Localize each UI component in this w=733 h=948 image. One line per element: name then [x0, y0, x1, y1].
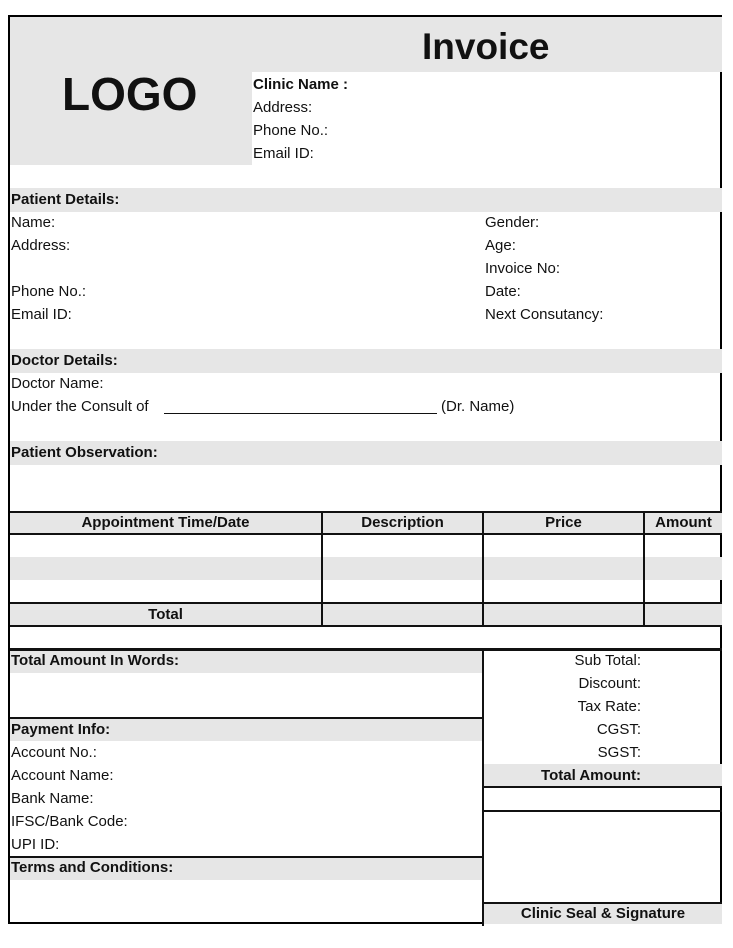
observation-heading: Patient Observation:	[11, 444, 158, 461]
invoice-date-label: Date:	[485, 283, 521, 300]
col-description: Description	[361, 514, 444, 531]
table-total-label: Total	[148, 606, 183, 623]
table-line-bottom	[10, 625, 722, 627]
terms-heading: Terms and Conditions:	[11, 859, 174, 876]
payment-heading: Payment Info:	[11, 721, 111, 738]
account-name-label: Account Name:	[11, 767, 114, 784]
table-row-shaded	[10, 557, 722, 580]
consult-blank-line	[164, 413, 437, 414]
clinic-address-label: Address:	[253, 99, 313, 116]
sgst-label: SGST:	[597, 744, 641, 761]
consult-suffix: (Dr. Name)	[441, 398, 515, 415]
total-amount-line	[482, 786, 722, 788]
patient-gender-label: Gender:	[485, 214, 540, 231]
patient-phone-label: Phone No.:	[11, 283, 87, 300]
clinic-name-label: Clinic Name :	[253, 76, 349, 93]
doctor-name-label: Doctor Name:	[11, 375, 104, 392]
total-amount-value-line	[482, 810, 722, 812]
clinic-email-label: Email ID:	[253, 145, 314, 162]
clinic-phone-label: Phone No.:	[253, 122, 329, 139]
bank-name-label: Bank Name:	[11, 790, 94, 807]
invoice-no-label: Invoice No:	[485, 260, 561, 277]
patient-age-label: Age:	[485, 237, 516, 254]
col-appointment: Appointment Time/Date	[81, 514, 250, 531]
doctor-details-heading: Doctor Details:	[11, 352, 118, 369]
invoice-title: Invoice	[422, 26, 550, 67]
consult-label: Under the Consult of	[11, 398, 149, 415]
table-line-header	[10, 533, 722, 535]
patient-details-heading: Patient Details:	[11, 191, 120, 208]
next-consultancy-label: Next Consutancy:	[485, 306, 604, 323]
table-line-total	[10, 602, 722, 604]
seal-label: Clinic Seal & Signature	[520, 905, 686, 922]
col-price: Price	[545, 514, 582, 531]
patient-address-label: Address:	[11, 237, 71, 254]
ifsc-label: IFSC/Bank Code:	[11, 813, 128, 830]
patient-name-label: Name:	[11, 214, 56, 231]
invoice-page	[8, 15, 722, 924]
discount-label: Discount:	[578, 675, 641, 692]
logo-text: LOGO	[62, 68, 198, 120]
patient-email-label: Email ID:	[11, 306, 72, 323]
tax-rate-label: Tax Rate:	[577, 698, 641, 715]
cgst-label: CGST:	[596, 721, 641, 738]
total-amount-label: Total Amount:	[541, 767, 641, 784]
words-heading: Total Amount In Words:	[11, 652, 180, 669]
sub-total-label: Sub Total:	[574, 652, 641, 669]
account-no-label: Account No.:	[11, 744, 97, 761]
col-amount: Amount	[655, 514, 712, 531]
upi-label: UPI ID:	[11, 836, 60, 853]
